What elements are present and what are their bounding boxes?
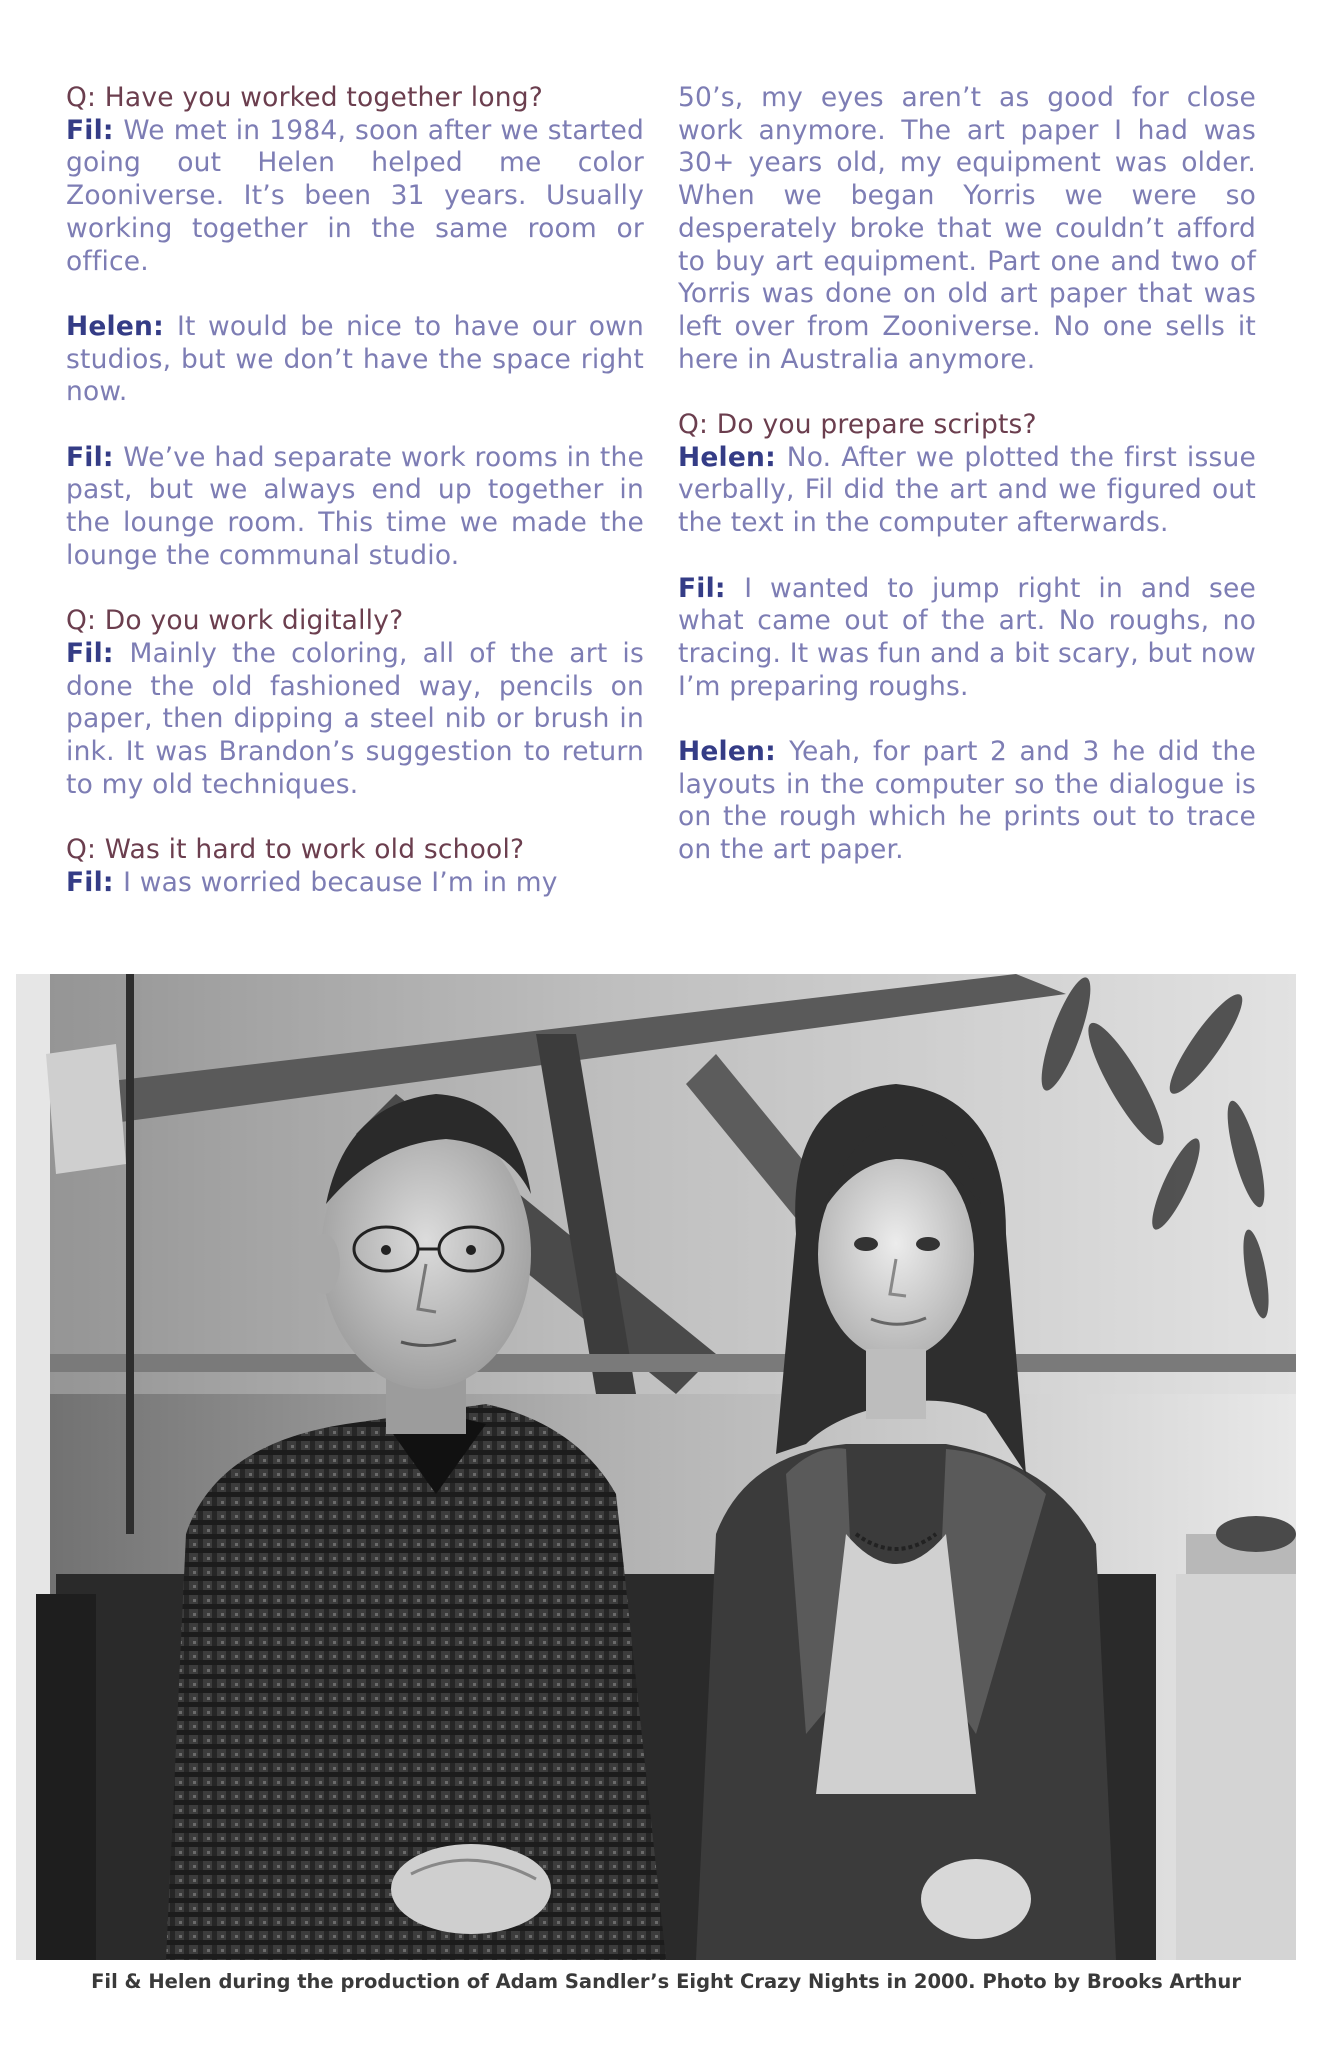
- speaker-label: Helen:: [66, 310, 178, 342]
- answer-text: It would be nice to have our own studios, but we don’t have the space right now.: [66, 310, 645, 408]
- qa-block: [678, 736, 1256, 867]
- speaker-label: Fil:: [678, 572, 745, 604]
- answer-continuation: 50’s, my eyes aren’t as good for close work anymore. The art paper I had was 30+ years old, my equipment was older. When we began Yorris we were so desperately broke that we couldn’t afford to buy art equipment. Part one and two of Yorris was done on old art paper that was left over from Zooniverse. No one sells it here in Australia anymore.: [678, 82, 1256, 375]
- question-heading: Q: Do you prepare scripts?: [678, 409, 1037, 441]
- qa-block: [66, 834, 644, 899]
- speaker-label: Fil:: [66, 114, 124, 146]
- answer-text: We met in 1984, soon after we started going out Helen helped me color Zooniverse. It’s been 31 years. Usually working together in the same room or office.: [66, 114, 644, 277]
- question-heading: Q: Have you worked together long?: [66, 82, 544, 113]
- qa-block: [678, 82, 1256, 376]
- answer-text: No. After we plotted the first issue verbally, Fil did the art and we figured out the text in the computer afterwards.: [678, 441, 1257, 539]
- qa-block: [66, 605, 644, 801]
- answer-text: I wanted to jump right in and see what came out of the art. No roughs, no tracing. It was fun and a bit scary, but now I’m preparing roughs.: [678, 572, 1256, 702]
- answer-text: I was worried because I’m in my: [123, 866, 558, 898]
- qa-block: [678, 409, 1256, 540]
- speaker-label: Fil:: [66, 637, 130, 669]
- question-heading: Q: Was it hard to work old school?: [66, 834, 525, 866]
- qa-block: [66, 82, 644, 278]
- interview-column-left: [66, 82, 644, 932]
- speaker-label: Helen:: [678, 736, 790, 768]
- qa-block: [678, 573, 1256, 704]
- answer-text: Mainly the coloring, all of the art is done the old fashioned way, pencils on paper, then dipping a steel nib or brush in ink. It was Brandon’s suggestion to return to my old techniques.: [66, 637, 644, 800]
- portrait-illustration: [16, 974, 1296, 1960]
- speaker-label: Fil:: [66, 866, 124, 898]
- answer-text: Yeah, for part 2 and 3 he did the layouts in the computer so the dialogue is on the rough which he prints out to trace on the art paper.: [678, 736, 1257, 866]
- question-heading: Q: Do you work digitally?: [66, 605, 404, 637]
- qa-block: [66, 442, 644, 573]
- photo-caption: Fil & Helen during the production of Adam Sandler’s Eight Crazy Nights in 2000. Photo by Brooks Arthur: [91, 1970, 1241, 1993]
- interview-column-right: [678, 82, 1256, 900]
- answer-text: We’ve had separate work rooms in the past, but we always end up together in the lounge room. This time we made the lounge the communal studio.: [66, 441, 644, 571]
- speaker-label: Helen:: [678, 441, 787, 473]
- qa-block: [66, 311, 644, 409]
- speaker-label: Fil:: [66, 441, 124, 473]
- portrait-photo: [16, 974, 1296, 1960]
